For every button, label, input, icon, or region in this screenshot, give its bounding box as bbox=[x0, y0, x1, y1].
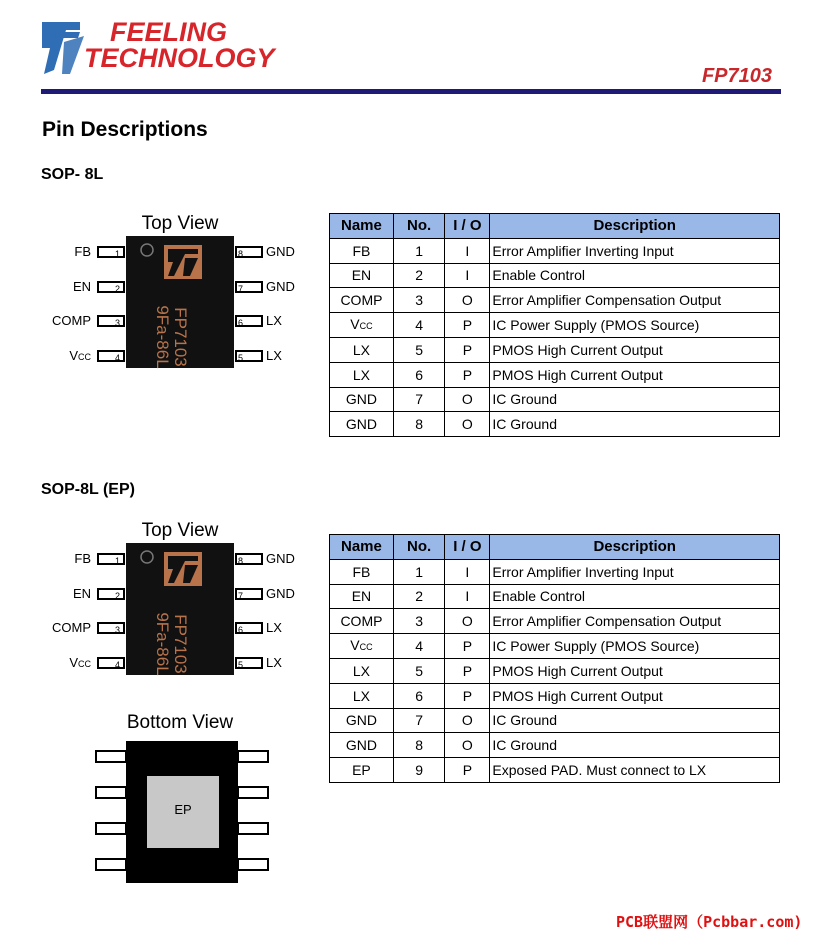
cell-no: 8 bbox=[393, 412, 444, 437]
table-row bbox=[330, 313, 780, 338]
cell-description: IC Ground bbox=[490, 708, 780, 733]
pin-number-right: 6 bbox=[238, 625, 244, 635]
cell-name: FB bbox=[330, 559, 394, 584]
top-view-label-ep: Top View bbox=[141, 520, 219, 541]
pin-label-right: LX bbox=[266, 655, 282, 670]
pin-label-right: GND bbox=[266, 279, 295, 294]
cell-io: I bbox=[445, 263, 490, 288]
bottom-view-label: Bottom View bbox=[126, 712, 234, 733]
column-header: No. bbox=[393, 535, 444, 560]
chip-marking bbox=[151, 292, 213, 369]
cell-no: 4 bbox=[393, 634, 444, 659]
cell-name: EP bbox=[330, 758, 394, 783]
table-row bbox=[330, 708, 780, 733]
table-row bbox=[330, 387, 780, 412]
cell-no: 7 bbox=[393, 708, 444, 733]
cell-name: GND bbox=[330, 708, 394, 733]
chip-marking-line1: FP7103 bbox=[171, 614, 190, 674]
cell-name: GND bbox=[330, 412, 394, 437]
pin-number-left: 3 bbox=[115, 625, 121, 635]
cell-io: I bbox=[445, 238, 490, 263]
cell-no: 5 bbox=[393, 337, 444, 362]
cell-no: 5 bbox=[393, 658, 444, 683]
cell-name: EN bbox=[330, 584, 394, 609]
watermark: PCB联盟网（Pcbbar.com) bbox=[616, 913, 803, 931]
pin-number-left: 1 bbox=[115, 556, 121, 566]
table-row bbox=[330, 238, 780, 263]
pin-number-left: 4 bbox=[115, 660, 121, 670]
chip-top-view-sop8 bbox=[40, 236, 300, 370]
chip-top-view-sop8-ep bbox=[40, 543, 300, 677]
cell-description: Enable Control bbox=[490, 263, 780, 288]
cell-description: PMOS High Current Output bbox=[490, 658, 780, 683]
table-row bbox=[330, 288, 780, 313]
pin-label-left: EN bbox=[72, 586, 91, 601]
pin-number-right: 7 bbox=[238, 284, 244, 294]
column-header: Description bbox=[490, 214, 780, 239]
cell-no: 9 bbox=[393, 758, 444, 783]
cell-io: O bbox=[445, 609, 490, 634]
section-label-sop8-ep: SOP-8L (EP) bbox=[41, 481, 135, 498]
cell-name: COMP bbox=[330, 288, 394, 313]
cell-name: GND bbox=[330, 733, 394, 758]
column-header: I / O bbox=[445, 535, 490, 560]
chip-marking-line2: 9Fa-86L bbox=[153, 612, 172, 676]
pin-number-left: 2 bbox=[115, 591, 121, 601]
pin-number-left: 3 bbox=[115, 318, 121, 328]
pin-label-left: VCC bbox=[69, 348, 91, 363]
table-row bbox=[330, 733, 780, 758]
cell-io: P bbox=[445, 683, 490, 708]
cell-description: IC Ground bbox=[490, 733, 780, 758]
cell-name: COMP bbox=[330, 609, 394, 634]
pin-number-right: 6 bbox=[238, 318, 244, 328]
chip-marking-line2: 9Fa-86L bbox=[153, 305, 172, 369]
cell-io: O bbox=[445, 387, 490, 412]
cell-io: O bbox=[445, 412, 490, 437]
table-header-row bbox=[330, 214, 780, 239]
cell-name: EN bbox=[330, 263, 394, 288]
pin-table-sop8 bbox=[329, 213, 780, 437]
page-title: Pin Descriptions bbox=[42, 118, 208, 141]
cell-name: LX bbox=[330, 362, 394, 387]
top-view-label: Top View bbox=[141, 213, 219, 234]
table-row bbox=[330, 337, 780, 362]
cell-description: Error Amplifier Compensation Output bbox=[490, 288, 780, 313]
pin-label-left: EN bbox=[72, 279, 91, 294]
table-header-row bbox=[330, 535, 780, 560]
cell-io: I bbox=[445, 584, 490, 609]
cell-no: 8 bbox=[393, 733, 444, 758]
pin-label-right: LX bbox=[266, 620, 282, 635]
part-number: FP7103 bbox=[701, 65, 772, 87]
cell-description: Error Amplifier Inverting Input bbox=[490, 238, 780, 263]
pin-label-left: COMP bbox=[52, 313, 91, 328]
pin-number-left: 2 bbox=[115, 284, 121, 294]
cell-description: Error Amplifier Inverting Input bbox=[490, 559, 780, 584]
ep-pad-label: EP bbox=[174, 802, 192, 817]
pin-label-left: FB bbox=[74, 244, 91, 259]
header-rule bbox=[41, 89, 781, 94]
column-header: Name bbox=[330, 535, 394, 560]
pin-label-right: LX bbox=[266, 348, 282, 363]
cell-name: LX bbox=[330, 658, 394, 683]
cell-description: PMOS High Current Output bbox=[490, 362, 780, 387]
pin-label-right: LX bbox=[266, 313, 282, 328]
cell-no: 7 bbox=[393, 387, 444, 412]
cell-no: 3 bbox=[393, 288, 444, 313]
cell-no: 2 bbox=[393, 584, 444, 609]
pin-number-right: 5 bbox=[238, 353, 244, 363]
cell-io: I bbox=[445, 559, 490, 584]
pin-number-left: 4 bbox=[115, 353, 121, 363]
cell-no: 1 bbox=[393, 238, 444, 263]
company-logo bbox=[40, 16, 290, 78]
cell-name: FB bbox=[330, 238, 394, 263]
pin-number-left: 1 bbox=[115, 249, 121, 259]
cell-io: O bbox=[445, 733, 490, 758]
chip-marking bbox=[151, 599, 213, 676]
column-header: Description bbox=[490, 535, 780, 560]
section-label-sop8: SOP- 8L bbox=[41, 166, 104, 183]
pin-number-right: 7 bbox=[238, 591, 244, 601]
table-row bbox=[330, 412, 780, 437]
pin-number-right: 8 bbox=[238, 556, 244, 566]
cell-no: 3 bbox=[393, 609, 444, 634]
pin-number-right: 8 bbox=[238, 249, 244, 259]
table-row bbox=[330, 263, 780, 288]
table-row bbox=[330, 609, 780, 634]
cell-no: 6 bbox=[393, 683, 444, 708]
chip-marking-line1: FP7103 bbox=[171, 307, 190, 367]
cell-io: P bbox=[445, 337, 490, 362]
pin-label-left: VCC bbox=[69, 655, 91, 670]
cell-name: LX bbox=[330, 683, 394, 708]
cell-name: LX bbox=[330, 337, 394, 362]
cell-description: Exposed PAD. Must connect to LX bbox=[490, 758, 780, 783]
pin-label-right: GND bbox=[266, 551, 295, 566]
column-header: I / O bbox=[445, 214, 490, 239]
column-header: No. bbox=[393, 214, 444, 239]
table-row bbox=[330, 683, 780, 708]
cell-io: O bbox=[445, 288, 490, 313]
cell-description: IC Power Supply (PMOS Source) bbox=[490, 313, 780, 338]
pin-label-right: GND bbox=[266, 244, 295, 259]
column-header: Name bbox=[330, 214, 394, 239]
cell-io: P bbox=[445, 758, 490, 783]
table-row bbox=[330, 658, 780, 683]
cell-no: 4 bbox=[393, 313, 444, 338]
cell-io: P bbox=[445, 313, 490, 338]
pin-label-left: COMP bbox=[52, 620, 91, 635]
cell-io: P bbox=[445, 658, 490, 683]
cell-name: VCC bbox=[330, 634, 394, 659]
cell-description: IC Ground bbox=[490, 387, 780, 412]
cell-description: PMOS High Current Output bbox=[490, 683, 780, 708]
logo-text-line1: FEELING bbox=[110, 17, 228, 47]
cell-no: 2 bbox=[393, 263, 444, 288]
table-row bbox=[330, 362, 780, 387]
logo-text-line2: TECHNOLOGY bbox=[84, 43, 275, 73]
pin-label-right: GND bbox=[266, 586, 295, 601]
cell-io: P bbox=[445, 634, 490, 659]
cell-name: GND bbox=[330, 387, 394, 412]
pin-number-right: 5 bbox=[238, 660, 244, 670]
cell-description: Error Amplifier Compensation Output bbox=[490, 609, 780, 634]
cell-description: PMOS High Current Output bbox=[490, 337, 780, 362]
cell-io: O bbox=[445, 708, 490, 733]
pin-table-sop8-ep bbox=[329, 534, 780, 783]
table-row bbox=[330, 559, 780, 584]
cell-description: Enable Control bbox=[490, 584, 780, 609]
cell-description: IC Ground bbox=[490, 412, 780, 437]
pin-label-left: FB bbox=[74, 551, 91, 566]
cell-name: VCC bbox=[330, 313, 394, 338]
table-row bbox=[330, 584, 780, 609]
cell-no: 6 bbox=[393, 362, 444, 387]
cell-no: 1 bbox=[393, 559, 444, 584]
table-row bbox=[330, 634, 780, 659]
table-row bbox=[330, 758, 780, 783]
cell-description: IC Power Supply (PMOS Source) bbox=[490, 634, 780, 659]
cell-io: P bbox=[445, 362, 490, 387]
